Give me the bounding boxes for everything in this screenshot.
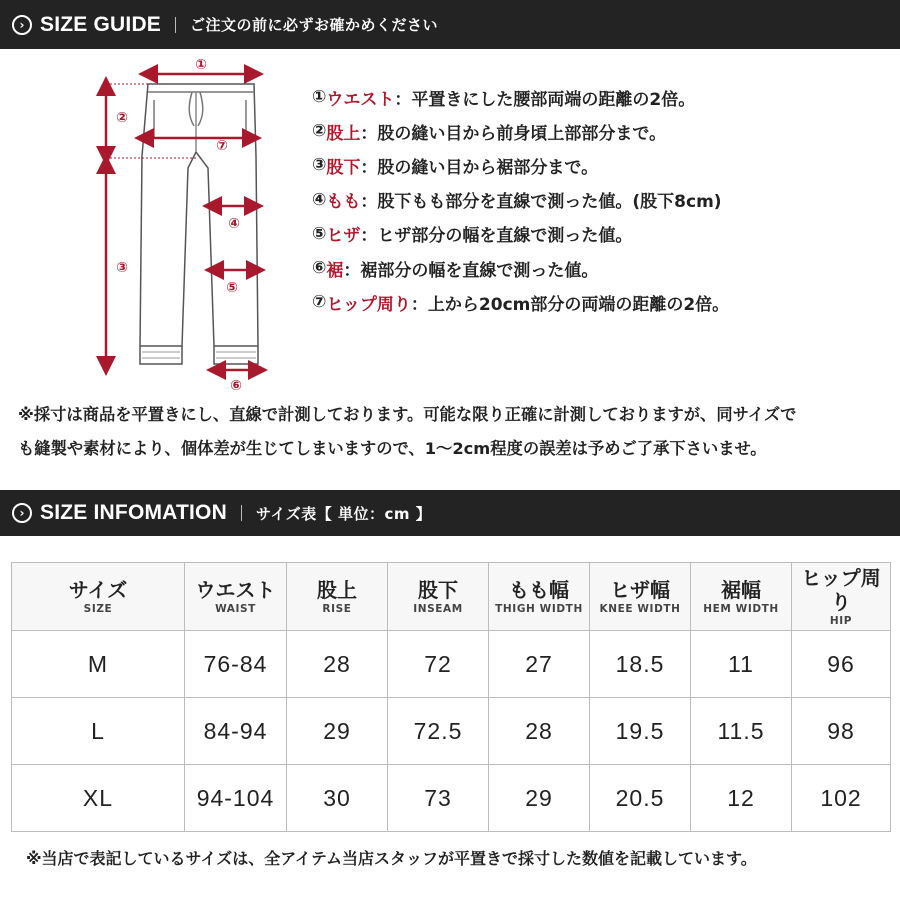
size-table — [11, 562, 891, 832]
table-cell: 20.5 — [590, 765, 691, 832]
legend-key: 裾 — [326, 260, 344, 281]
legend-item — [312, 114, 729, 148]
header-divider — [175, 17, 176, 33]
legend-key: ヒザ — [326, 226, 361, 247]
legend-item — [312, 148, 729, 182]
legend-key: ウエスト — [326, 89, 395, 110]
column-header-hem-width: 裾幅 HEM WIDTH — [691, 563, 792, 631]
legend-key: ヒップ周り — [326, 294, 411, 315]
table-cell: 72.5 — [388, 698, 489, 765]
legend-description: ：股の縫い目から裾部分まで。 — [360, 157, 599, 178]
size-guide-header — [0, 0, 900, 49]
column-header-inseam: 股下 INSEAM — [388, 563, 489, 631]
table-cell: 11.5 — [691, 698, 792, 765]
column-header-knee-width: ヒザ幅 KNEE WIDTH — [590, 563, 691, 631]
chevron-right-circle-icon: › — [12, 15, 32, 35]
legend-number: ① — [312, 87, 327, 108]
legend-number: ⑦ — [312, 292, 327, 313]
marker-6: ⑥ — [230, 378, 242, 394]
marker-4: ④ — [228, 216, 240, 232]
table-cell: 72 — [388, 631, 489, 698]
table-header-row — [12, 563, 891, 631]
legend-description: ：股下もも部分を直線で測った値。(股下8cm) — [360, 192, 722, 213]
legend-key: 股下 — [326, 157, 361, 178]
table-cell: 27 — [489, 631, 590, 698]
legend-number: ⑥ — [312, 258, 327, 279]
size-info-header — [0, 490, 900, 536]
legend-description: ：平置きにした腰部両端の距離の2倍。 — [394, 89, 696, 110]
legend-description: ：ヒザ部分の幅を直線で測った値。 — [360, 226, 633, 247]
marker-2: ② — [116, 110, 128, 126]
table-row — [12, 631, 891, 698]
table-cell: L — [12, 698, 185, 765]
pants-outline — [140, 84, 258, 364]
marker-5: ⑤ — [226, 280, 238, 296]
header-divider — [241, 505, 242, 521]
legend-key: もも — [326, 192, 361, 213]
table-cell: 84-94 — [185, 698, 287, 765]
table-cell: 30 — [287, 765, 388, 832]
table-cell: 102 — [792, 765, 891, 832]
table-cell: 29 — [489, 765, 590, 832]
legend-number: ② — [312, 121, 327, 142]
table-cell: 28 — [489, 698, 590, 765]
table-row — [12, 698, 891, 765]
legend-item — [312, 251, 729, 285]
size-info-subtitle: サイズ表【 単位：cm 】 — [255, 504, 432, 523]
table-cell: 94-104 — [185, 765, 287, 832]
legend-item — [312, 217, 729, 251]
column-header-hip: ヒップ周り HIP — [792, 563, 891, 631]
table-row — [12, 765, 891, 832]
table-cell: 76-84 — [185, 631, 287, 698]
column-header-waist: ウエスト WAIST — [185, 563, 287, 631]
legend-description: ：裾部分の幅を直線で測った値。 — [343, 260, 599, 281]
measurement-note-line: も縫製や素材により、個体差が生じてしまいますので、1〜2cm程度の誤差は予めご了承下さいませ。 — [18, 439, 767, 458]
measurement-note-line: ※採寸は商品を平置きにし、直線で計測しております。可能な限り正確に計測しておりますが、同サイズで — [18, 405, 797, 424]
table-cell: 28 — [287, 631, 388, 698]
size-notation-note: ※当店で表記しているサイズは、全アイテム当店スタッフが平置きで採寸した数値を記載しています。 — [26, 849, 757, 868]
legend-key: 股上 — [326, 123, 361, 144]
table-cell: M — [12, 631, 185, 698]
legend-number: ③ — [312, 155, 327, 176]
table-cell: 18.5 — [590, 631, 691, 698]
table-cell: 73 — [388, 765, 489, 832]
table-cell: 98 — [792, 698, 891, 765]
table-cell: 19.5 — [590, 698, 691, 765]
legend-description: ：股の縫い目から前身頃上部部分まで。 — [360, 123, 667, 144]
legend-item — [312, 183, 729, 217]
marker-7: ⑦ — [216, 138, 228, 154]
size-guide-subtitle: ご注文の前に必ずお確かめください — [190, 16, 439, 34]
legend-number: ⑤ — [312, 223, 327, 244]
table-cell: 29 — [287, 698, 388, 765]
column-header-thigh-width: もも幅 THIGH WIDTH — [489, 563, 590, 631]
column-header-rise: 股上 RISE — [287, 563, 388, 631]
marker-3: ③ — [116, 260, 128, 276]
legend-item — [312, 80, 729, 114]
size-guide-title: SIZE GUIDE — [40, 12, 162, 36]
column-header-size: サイズ SIZE — [12, 563, 185, 631]
legend-number: ④ — [312, 189, 327, 210]
table-cell: 11 — [691, 631, 792, 698]
chevron-right-circle-icon: › — [12, 503, 32, 523]
table-cell: XL — [12, 765, 185, 832]
legend-description: ：上から20cm部分の両端の距離の2倍。 — [410, 294, 730, 315]
size-info-title: SIZE INFOMATION — [40, 501, 227, 524]
measurement-legend — [312, 80, 729, 319]
table-cell: 12 — [691, 765, 792, 832]
marker-1: ① — [195, 57, 207, 73]
measurement-note — [18, 398, 888, 466]
legend-item — [312, 285, 729, 319]
table-cell: 96 — [792, 631, 891, 698]
pants-measurement-diagram — [96, 56, 296, 396]
